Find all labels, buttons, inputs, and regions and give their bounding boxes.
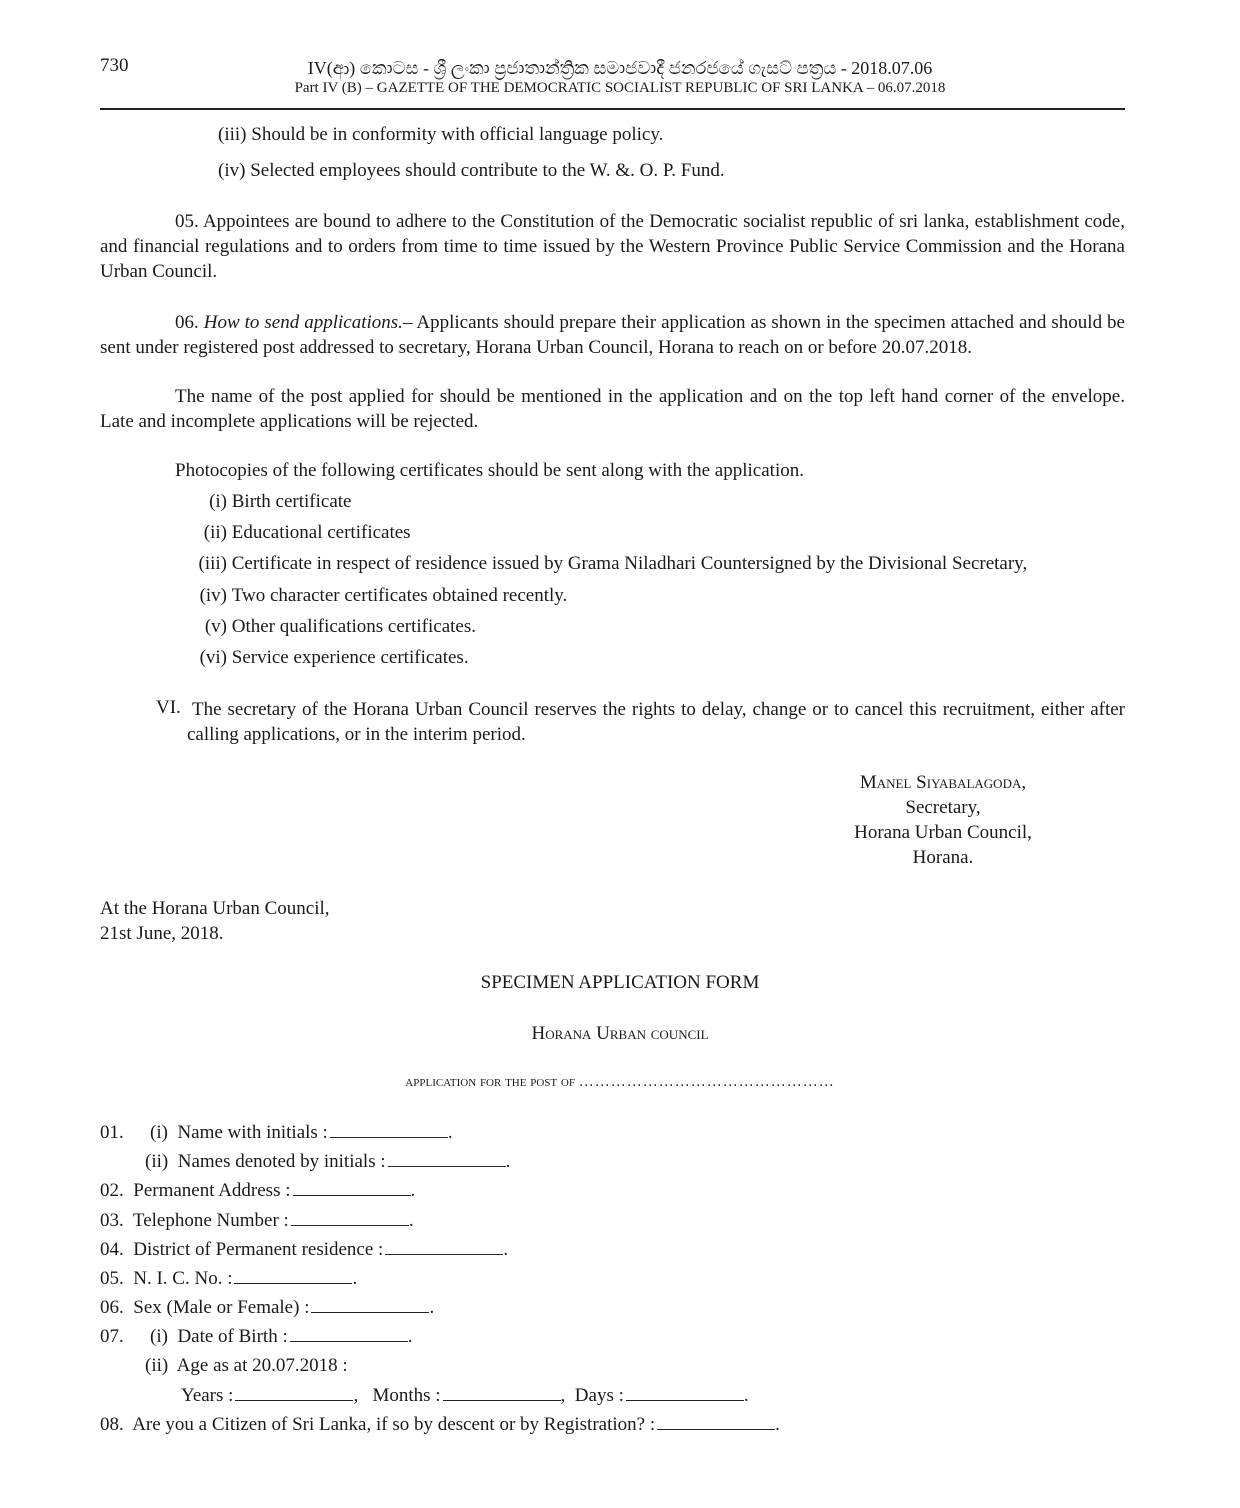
certificate-text: Certificate in respect of residence issued by Grama Niladhari Countersigned by the Divisional Secretary, xyxy=(231,553,1028,574)
form-blank-line[interactable] xyxy=(385,1242,503,1255)
form-blank-line[interactable] xyxy=(311,1300,429,1313)
certificates-intro: Photocopies of the following certificates should be sent along with the application. xyxy=(175,460,804,481)
certificate-item xyxy=(187,647,469,669)
form-years-label: Years : xyxy=(181,1385,234,1406)
form-row: 03. Telephone Number : . xyxy=(100,1210,414,1231)
certificate-text: Birth certificate xyxy=(231,491,352,512)
certificate-number: (iv) xyxy=(199,585,227,606)
form-blank-line[interactable] xyxy=(626,1388,744,1401)
form-row: (ii) Names denoted by initials : . xyxy=(145,1151,511,1172)
gazette-header-english: Part IV (B) – GAZETTE OF THE DEMOCRATIC SOCIALIST REPUBLIC OF SRI LANKA – 06.07.2018 xyxy=(294,80,946,96)
form-row-number: 01. xyxy=(100,1122,124,1143)
paragraph-post-name: The name of the post applied for should be mentioned in the application and on the top left hand corner of the envelope. Late and incomplete applications will be rejected. xyxy=(100,386,1125,432)
signatory-name: Manel Siyabalagoda, xyxy=(859,772,1027,793)
form-blank-line[interactable] xyxy=(443,1388,561,1401)
certificate-item xyxy=(187,491,352,513)
certificate-number: (vi) xyxy=(199,647,227,668)
signatory-place: Horana. xyxy=(912,847,974,868)
form-row-label: District of Permanent residence : xyxy=(133,1239,384,1260)
condition-text: Selected employees should contribute to the W. &. O. P. Fund. xyxy=(250,160,725,181)
form-row-label: Sex (Male or Female) : xyxy=(133,1297,310,1318)
form-blank-line[interactable] xyxy=(330,1125,448,1138)
form-months-label: Months : xyxy=(372,1385,441,1406)
certificate-text: Educational certificates xyxy=(231,522,411,543)
paragraph-06-text: – Applicants should prepare their application as shown in the specimen attached and should be sent under registered post addressed to secretary, Horana Urban Council, Horana to reach on or before 20.07.2018. xyxy=(100,312,1125,358)
form-title: SPECIMEN APPLICATION FORM xyxy=(480,972,760,993)
form-row-label: Age as at 20.07.2018 : xyxy=(176,1355,348,1376)
condition-item xyxy=(218,124,663,146)
certificate-text: Other qualifications certificates. xyxy=(231,616,477,637)
form-row: (i) Name with initials : . xyxy=(150,1122,453,1143)
condition-item xyxy=(218,160,725,182)
form-row-number: 04. xyxy=(100,1239,124,1260)
issued-date: 21st June, 2018. xyxy=(100,923,224,944)
form-post-line xyxy=(0,1074,1240,1091)
form-blank-line[interactable] xyxy=(234,1271,352,1284)
form-age-row: Years : , Months : , Days : . xyxy=(181,1385,749,1406)
form-row-label: Permanent Address : xyxy=(133,1180,291,1201)
certificate-number: (ii) xyxy=(203,522,227,543)
certificate-number: (v) xyxy=(204,616,227,637)
certificate-item xyxy=(187,585,567,607)
page-number: 730 xyxy=(100,55,129,76)
certificate-number: (iii) xyxy=(198,553,227,574)
form-post-label: application for the post of xyxy=(405,1074,575,1090)
form-row-label: Telephone Number : xyxy=(132,1210,289,1231)
form-days-label: Days : xyxy=(574,1385,624,1406)
condition-number: (iv) xyxy=(218,160,246,181)
form-row-label: N. I. C. No. : xyxy=(133,1268,233,1289)
form-row xyxy=(100,1326,124,1348)
form-row-number: 02. xyxy=(100,1180,124,1201)
form-blank-line[interactable] xyxy=(293,1183,411,1196)
form-post-dots: ………………………………………… xyxy=(578,1074,835,1090)
form-row-label: Are you a Citizen of Sri Lanka, if so by descent or by Registration? : xyxy=(132,1414,656,1435)
form-row-sub: (i) xyxy=(150,1326,168,1347)
certificate-item xyxy=(187,553,1027,575)
form-row: 05. N. I. C. No. : . xyxy=(100,1268,358,1289)
certificate-text: Two character certificates obtained recently. xyxy=(231,585,568,606)
form-blank-line[interactable] xyxy=(291,1213,409,1226)
form-row-number: 07. xyxy=(100,1326,124,1347)
form-row: 06. Sex (Male or Female) : . xyxy=(100,1297,435,1318)
form-blank-line[interactable] xyxy=(657,1417,775,1430)
form-organization: Horana Urban council xyxy=(531,1023,709,1044)
form-row-sub: (ii) xyxy=(145,1151,169,1172)
gazette-header-sinhala: IV(ආ) කොටස - ශ්‍රී ලංකා ප්‍රජාතාන්ත්‍රික සමාජවාදී ජනරජයේ ගැසට් පත්‍රය - 2018.07.06 xyxy=(307,58,933,78)
form-blank-line[interactable] xyxy=(290,1329,408,1342)
condition-number: (iii) xyxy=(218,124,247,145)
form-row-label: Name with initials : xyxy=(177,1122,328,1143)
form-row: 04. District of Permanent residence : . xyxy=(100,1239,509,1260)
form-row xyxy=(100,1122,124,1144)
paragraph-vi-number: VI. xyxy=(156,697,181,718)
form-row-number: 06. xyxy=(100,1297,124,1318)
form-row: 08. Are you a Citizen of Sri Lanka, if so by descent or by Registration? : . xyxy=(100,1414,780,1435)
form-row: (i) Date of Birth : . xyxy=(150,1326,413,1347)
form-row-label: Date of Birth : xyxy=(177,1326,288,1347)
paragraph-06 xyxy=(100,310,1125,360)
form-row-number: 03. xyxy=(100,1210,124,1231)
paragraph-05: 05. Appointees are bound to adhere to the Constitution of the Democratic socialist republic of sri lanka, establishment code, and financial regulations and to orders from time to time issued by the Western Province Public Service Commission and the Horana Urban Council. xyxy=(100,211,1125,282)
certificate-number: (i) xyxy=(209,491,227,512)
header-rule xyxy=(100,108,1125,110)
form-row-number: 08. xyxy=(100,1414,124,1435)
form-row-number: 05. xyxy=(100,1268,124,1289)
certificate-item xyxy=(187,522,411,544)
form-blank-line[interactable] xyxy=(388,1154,506,1167)
paragraph-vi-text: The secretary of the Horana Urban Council reserves the rights to delay, change or to cancel this recruitment, either after calling applications, or in the interim period. xyxy=(187,699,1125,745)
form-row-sub: (ii) xyxy=(145,1355,169,1376)
form-row-sub: (i) xyxy=(150,1122,168,1143)
form-row: 02. Permanent Address : . xyxy=(100,1180,416,1201)
signatory-title: Secretary, xyxy=(905,797,981,818)
paragraph-06-title: How to send applications. xyxy=(203,312,403,333)
form-row xyxy=(145,1355,348,1377)
form-blank-line[interactable] xyxy=(235,1388,353,1401)
certificate-item xyxy=(187,616,476,638)
condition-text: Should be in conformity with official language policy. xyxy=(251,124,664,145)
form-row-label: Names denoted by initials : xyxy=(177,1151,386,1172)
issued-place: At the Horana Urban Council, xyxy=(100,898,330,919)
signatory-organization: Horana Urban Council, xyxy=(854,822,1032,843)
certificate-text: Service experience certificates. xyxy=(231,647,469,668)
paragraph-06-number: 06. xyxy=(175,312,199,333)
